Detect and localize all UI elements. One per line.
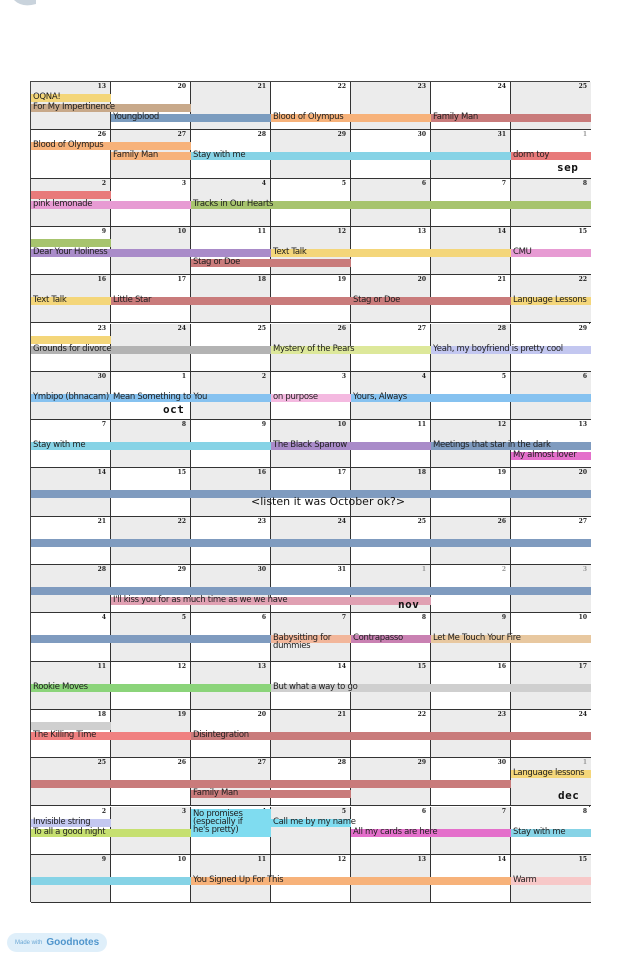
event-label: Let Me Touch Your Fire <box>433 633 521 644</box>
month-label-oct: oct <box>163 402 185 416</box>
day-number: 25 <box>97 759 106 767</box>
day-number: 22 <box>337 83 346 90</box>
day-cell[interactable] <box>511 82 591 130</box>
day-number: 25 <box>417 517 426 525</box>
day-number: 3 <box>181 179 186 187</box>
event-label: Yeah, my boyfriend is pretty cool <box>433 343 563 354</box>
event-bar[interactable] <box>191 729 591 740</box>
day-number: 2 <box>101 807 106 815</box>
day-number: 19 <box>177 710 186 718</box>
day-number: 11 <box>417 421 426 429</box>
event-label: Language Lessons <box>513 295 587 306</box>
october-note: <listen it was October ok?> <box>251 495 406 509</box>
day-number: 2 <box>261 372 266 380</box>
day-number: 6 <box>582 372 587 380</box>
day-number: 17 <box>337 469 346 477</box>
event-label: Stay with me <box>33 440 86 451</box>
day-number: 28 <box>97 566 106 573</box>
day-number: 5 <box>341 179 346 187</box>
day-number: 24 <box>177 324 186 332</box>
event-label: Meetings that star in the dark <box>433 440 551 451</box>
day-number: 12 <box>337 855 346 863</box>
event-bar[interactable] <box>31 539 591 547</box>
event-label: I'll kiss you for as much time as we we have <box>113 595 288 605</box>
day-number: 6 <box>261 614 266 622</box>
day-number: 22 <box>417 710 426 718</box>
event-label: Blood of Olympus <box>273 112 344 122</box>
day-number: 21 <box>97 517 106 525</box>
day-number: 28 <box>497 324 506 332</box>
day-number: 19 <box>497 469 506 477</box>
event-label: Tracks in Our Hearts <box>193 198 274 209</box>
event-label: Stag or Doe <box>193 256 241 267</box>
day-number: 21 <box>337 710 346 718</box>
event-label: Rookie Moves <box>33 681 88 692</box>
event-label: Language lessons <box>513 768 585 779</box>
event-label: Ymbipo (bhnacam) <box>33 391 109 402</box>
day-number: 4 <box>421 372 426 380</box>
day-number: 14 <box>97 469 106 477</box>
event-label: Stag or Doe <box>353 295 401 306</box>
day-number: 17 <box>177 276 186 284</box>
day-number: 23 <box>497 710 506 718</box>
no-promises-label: No promises (especially if he's pretty) <box>193 808 243 835</box>
day-number: 22 <box>177 517 186 525</box>
day-number: 9 <box>501 614 506 622</box>
day-number: 8 <box>582 179 587 187</box>
event-label: OQNA! <box>33 92 61 102</box>
event-bar[interactable] <box>31 239 111 247</box>
day-number: 22 <box>578 276 587 284</box>
event-bar[interactable] <box>31 722 111 730</box>
day-number: 16 <box>257 469 266 477</box>
day-number: 21 <box>497 276 506 284</box>
event-bar[interactable] <box>31 191 111 199</box>
day-number: 20 <box>578 469 587 477</box>
day-number: 6 <box>421 807 426 815</box>
day-number: 30 <box>497 759 506 767</box>
page-corner-curl <box>0 0 60 12</box>
day-number: 18 <box>417 469 426 477</box>
event-label: Babysitting for dummies <box>273 633 331 652</box>
event-label: Warm <box>513 874 537 885</box>
event-label: For My Impertinence <box>33 102 115 112</box>
day-cell[interactable] <box>271 807 351 855</box>
day-number: 23 <box>257 517 266 525</box>
day-number: 8 <box>181 421 186 429</box>
day-number: 26 <box>177 759 186 767</box>
day-number: 8 <box>421 614 426 622</box>
day-number: 17 <box>578 662 587 670</box>
day-number: 29 <box>417 759 426 767</box>
day-number: 12 <box>497 421 506 429</box>
day-number: 25 <box>257 324 266 332</box>
event-bar[interactable] <box>31 877 191 885</box>
day-number: 14 <box>497 227 506 235</box>
day-number: 4 <box>261 179 266 187</box>
event-label: Yours, Always <box>353 391 407 402</box>
event-label: Grounds for divorce <box>33 343 112 354</box>
made-with-text: Made with <box>15 939 43 946</box>
day-number: 27 <box>578 517 587 525</box>
day-number: 28 <box>257 131 266 139</box>
day-number: 7 <box>501 807 506 815</box>
event-label: dorm toy <box>513 150 550 161</box>
day-number: 27 <box>257 759 266 767</box>
event-label: on purpose <box>273 391 318 402</box>
goodnotes-brand: Goodnotes <box>46 937 100 948</box>
event-bar[interactable] <box>31 587 591 595</box>
day-number: 15 <box>578 855 587 863</box>
month-label-nov: nov <box>398 598 420 611</box>
day-number: 1 <box>421 566 426 573</box>
day-number: 26 <box>337 324 346 332</box>
day-number: 26 <box>97 131 106 139</box>
month-label-dec: dec <box>558 789 580 803</box>
event-bar[interactable] <box>271 246 511 257</box>
day-number: 15 <box>417 662 426 670</box>
day-number: 5 <box>501 372 506 380</box>
day-number: 16 <box>497 662 506 670</box>
day-number: 7 <box>341 614 346 622</box>
event-label: Family Man <box>193 788 238 799</box>
day-number: 24 <box>337 517 346 525</box>
event-label: pink lemonade <box>33 198 93 209</box>
event-label: Family Man <box>113 150 158 161</box>
day-number: 16 <box>97 276 106 284</box>
day-number: 23 <box>97 324 106 332</box>
day-number: 11 <box>97 662 106 670</box>
day-number: 13 <box>97 83 106 90</box>
event-bar[interactable] <box>31 780 511 788</box>
day-number: 12 <box>177 662 186 670</box>
event-label: Mean Something to You <box>113 391 208 402</box>
event-label: Mystery of the Pears <box>273 343 355 354</box>
day-number: 14 <box>337 662 346 670</box>
day-number: 12 <box>337 227 346 235</box>
day-number: 1 <box>582 759 587 767</box>
day-number: 20 <box>257 710 266 718</box>
day-number: 30 <box>97 372 106 380</box>
event-label: Call me by my name <box>273 816 356 827</box>
day-number: 5 <box>181 614 186 622</box>
event-label: Blood of Olympus <box>33 140 104 151</box>
event-label: You Signed Up For This <box>193 874 284 885</box>
event-label: Invisible string <box>33 816 91 827</box>
day-number: 28 <box>337 759 346 767</box>
event-label: Youngblood <box>113 112 159 122</box>
day-number: 13 <box>417 855 426 863</box>
day-number: 29 <box>337 131 346 139</box>
day-number: 3 <box>181 807 186 815</box>
event-label: Text Talk <box>273 246 307 257</box>
day-number: 6 <box>421 179 426 187</box>
day-number: 9 <box>261 421 266 429</box>
day-number: 20 <box>177 83 186 90</box>
day-number: 10 <box>578 614 587 622</box>
day-number: 13 <box>578 421 587 429</box>
day-number: 18 <box>257 276 266 284</box>
event-bar[interactable] <box>31 336 111 344</box>
day-number: 8 <box>582 807 587 815</box>
event-label: But what a way to go <box>273 681 358 692</box>
day-number: 3 <box>582 566 587 573</box>
day-number: 10 <box>337 421 346 429</box>
event-label: To all a good night <box>33 826 106 837</box>
day-number: 21 <box>257 83 266 90</box>
event-label: Contrapasso <box>353 633 403 644</box>
day-number: 13 <box>257 662 266 670</box>
day-number: 11 <box>257 227 266 235</box>
day-cell[interactable] <box>191 82 271 130</box>
day-number: 26 <box>497 517 506 525</box>
day-number: 2 <box>101 179 106 187</box>
day-number: 31 <box>337 566 346 573</box>
day-number: 7 <box>101 421 106 429</box>
day-number: 29 <box>177 566 186 573</box>
day-number: 10 <box>177 855 186 863</box>
day-number: 9 <box>101 227 106 235</box>
day-number: 4 <box>101 614 106 622</box>
day-number: 18 <box>97 710 106 718</box>
day-number: 1 <box>181 372 186 380</box>
month-label-sep: sep <box>557 161 579 175</box>
day-cell[interactable] <box>431 82 511 130</box>
day-number: 25 <box>578 83 587 90</box>
event-label: CMU <box>513 246 532 257</box>
day-number: 23 <box>417 83 426 90</box>
day-number: 2 <box>501 566 506 573</box>
calendar-grid <box>30 81 590 902</box>
day-number: 9 <box>101 855 106 863</box>
day-number: 10 <box>177 227 186 235</box>
event-label: Little Star <box>113 295 152 306</box>
day-number: 15 <box>578 227 587 235</box>
day-number: 27 <box>177 131 186 139</box>
day-number: 31 <box>497 131 506 139</box>
day-number: 7 <box>501 179 506 187</box>
goodnotes-badge[interactable] <box>7 933 107 952</box>
event-label: Stay with me <box>513 826 566 837</box>
event-label: Text Talk <box>33 295 67 306</box>
event-label: The Killing Time <box>33 729 97 740</box>
day-number: 30 <box>257 566 266 573</box>
day-number: 24 <box>578 710 587 718</box>
event-label: Disintegration <box>193 729 249 740</box>
day-number: 11 <box>257 855 266 863</box>
day-number: 15 <box>177 469 186 477</box>
day-cell[interactable] <box>351 82 431 130</box>
day-cell[interactable] <box>271 82 351 130</box>
event-label: Family Man <box>433 112 478 122</box>
day-number: 3 <box>341 372 346 380</box>
day-number: 13 <box>417 227 426 235</box>
day-number: 14 <box>497 855 506 863</box>
day-number: 27 <box>417 324 426 332</box>
event-label: Dear Your Holiness <box>33 246 108 257</box>
event-label: My almost lover <box>513 450 577 461</box>
day-number: 30 <box>417 131 426 139</box>
event-bar[interactable] <box>31 635 271 643</box>
day-number: 29 <box>578 324 587 332</box>
day-number: 24 <box>497 83 506 90</box>
day-cell[interactable] <box>31 130 111 178</box>
day-number: 5 <box>341 807 346 815</box>
day-number: 19 <box>337 276 346 284</box>
event-label: The Black Sparrow <box>273 440 347 451</box>
event-label: All my cards are here <box>353 826 438 837</box>
event-label: Stay with me <box>193 150 246 161</box>
day-number: 20 <box>417 276 426 284</box>
day-number: 1 <box>582 131 587 139</box>
